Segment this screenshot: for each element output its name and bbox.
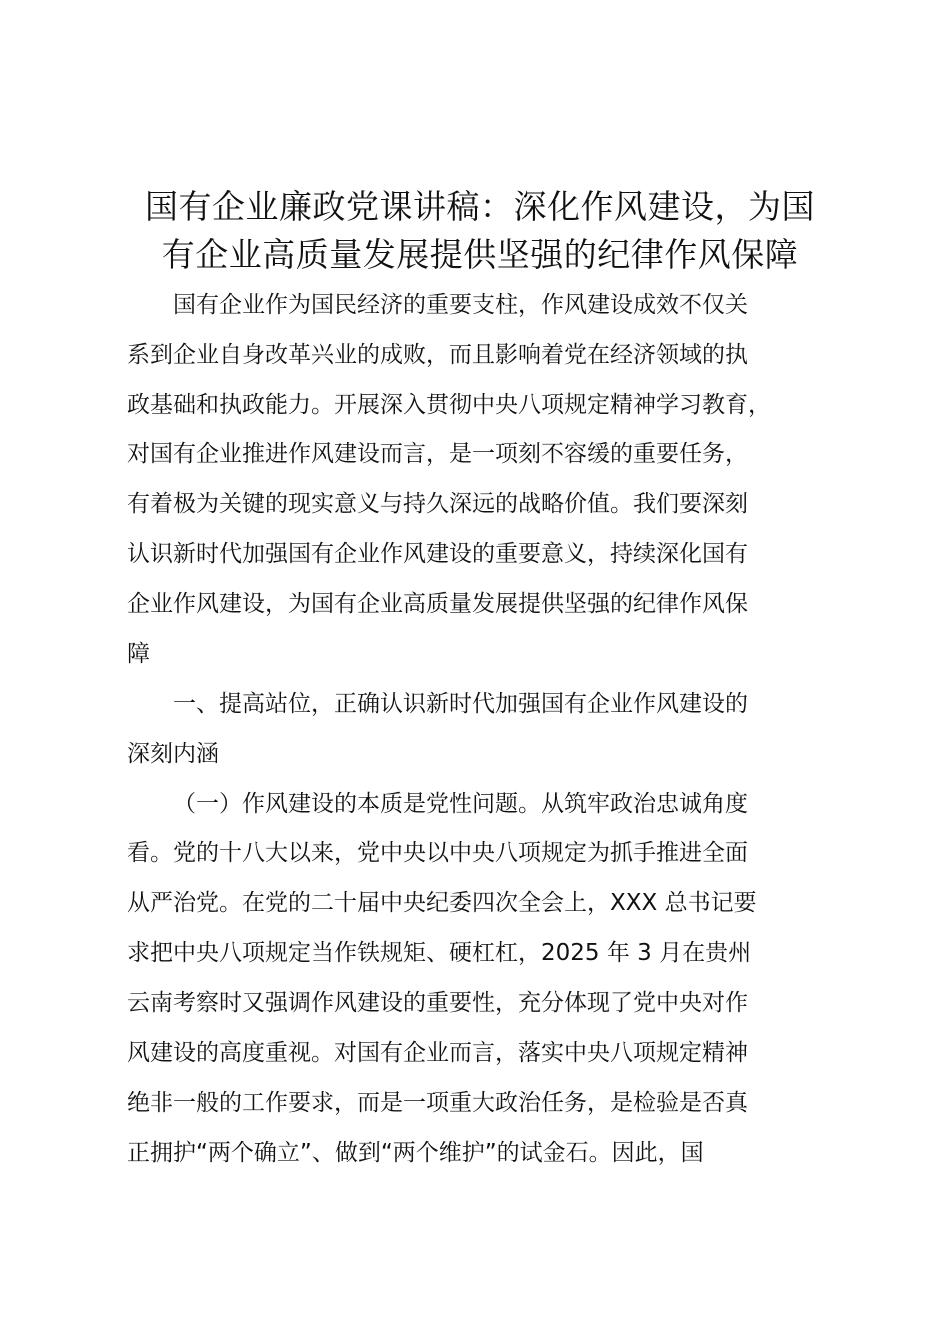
- title-line-2: 有企业高质量发展提供坚强的纪律作风保障: [161, 235, 799, 274]
- paragraph-line: 对国有企业推进作风建设而言，是一项刻不容缓的重要任务，: [127, 441, 748, 467]
- section-heading-line: 深刻内涵: [127, 741, 219, 767]
- paragraph-line: 云南考察时又强调作风建设的重要性，充分体现了党中央对作: [127, 990, 748, 1016]
- paragraph-line: 有着极为关键的现实意义与持久深远的战略价值。我们要深刻: [127, 491, 748, 517]
- paragraph-line: 风建设的高度重视。对国有企业而言，落实中央八项规定精神: [127, 1040, 748, 1066]
- paragraph-line: 国有企业作为国民经济的重要支柱，作风建设成效不仅关: [173, 292, 748, 318]
- paragraph-line: 障: [127, 641, 150, 667]
- paragraph-line: 政基础和执政能力。开展深入贯彻中央八项规定精神学习教育，: [127, 392, 771, 418]
- paragraph-line: 企业作风建设，为国有企业高质量发展提供坚强的纪律作风保: [127, 591, 748, 617]
- paragraph-line: （一）作风建设的本质是党性问题。从筑牢政治忠诚角度: [173, 791, 748, 817]
- paragraph-line: 认识新时代加强国有企业作风建设的重要意义，持续深化国有: [127, 541, 748, 567]
- section-heading-line: 一、提高站位，正确认识新时代加强国有企业作风建设的: [173, 691, 748, 717]
- paragraph-line: 求把中央八项规定当作铁规矩、硬杠杠，2025 年 3 月在贵州: [127, 940, 752, 966]
- paragraph-line: 系到企业自身改革兴业的成败，而且影响着党在经济领域的执: [127, 342, 748, 368]
- paragraph-line: 正拥护“两个确立”、做到“两个维护”的试金石。因此，国: [127, 1140, 704, 1166]
- paragraph-line: 看。党的十八大以来，党中央以中央八项规定为抓手推进全面: [127, 840, 748, 866]
- paragraph-line: 绝非一般的工作要求，而是一项重大政治任务，是检验是否真: [127, 1090, 748, 1116]
- document-title: [110, 183, 850, 279]
- paragraph-line: 从严治党。在党的二十届中央纪委四次全会上，XXX 总书记要: [127, 890, 757, 916]
- title-line-1: 国有企业廉政党课讲稿：深化作风建设，为国: [145, 187, 815, 226]
